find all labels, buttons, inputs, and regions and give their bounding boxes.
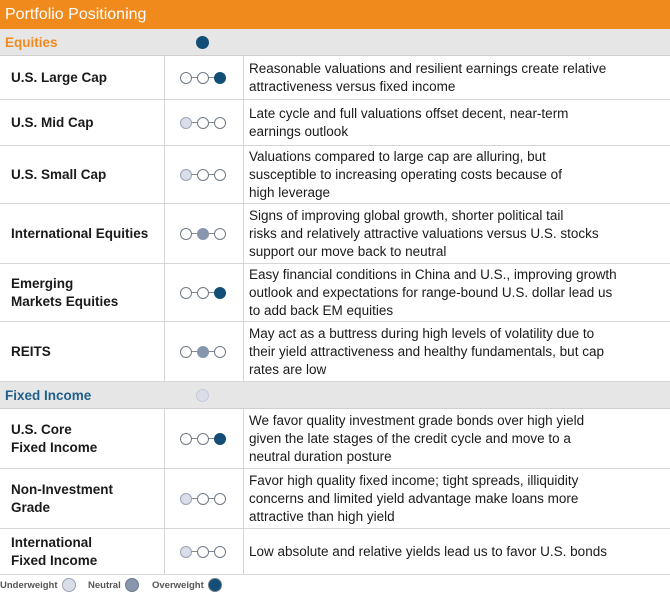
- rating-selected-circle: [180, 117, 192, 129]
- rationale-line: neutral duration posture: [249, 448, 392, 464]
- table-row: [0, 56, 670, 100]
- rating-selected-circle: [180, 493, 192, 505]
- rationale-line: attractive than high yield: [249, 508, 395, 524]
- rating-empty-circle: [197, 72, 209, 84]
- rating-indicator-underweight: [178, 546, 228, 558]
- rating-empty-circle: [214, 228, 226, 240]
- rationale-line: their yield attractiveness and healthy fundamentals, but cap: [249, 343, 604, 359]
- rating-selected-circle: [214, 433, 226, 445]
- column-divider: [164, 529, 165, 574]
- legend: [0, 576, 670, 596]
- legend-item-neutral: [88, 578, 139, 592]
- column-divider: [243, 529, 244, 574]
- rating-empty-circle: [214, 346, 226, 358]
- column-divider: [243, 100, 244, 145]
- asset-class-name-line: Emerging: [11, 275, 74, 291]
- rationale-text: [249, 529, 667, 574]
- table-row: [0, 322, 670, 382]
- rationale-line: attractiveness versus fixed income: [249, 78, 456, 94]
- section-header-equities: [0, 29, 670, 56]
- table-row: [0, 204, 670, 264]
- rationale-line: Low absolute and relative yields lead us to favor U.S. bonds: [249, 543, 607, 559]
- rationale-line: We favor quality investment grade bonds over high yield: [249, 412, 585, 428]
- column-divider: [164, 100, 165, 145]
- rationale-line: outlook and expectations for range-bound U.S. dollar lead us: [249, 284, 613, 300]
- table-row: [0, 146, 670, 204]
- table-row: [0, 409, 670, 469]
- rating-empty-circle: [197, 169, 209, 181]
- asset-class-name-line: International: [11, 534, 93, 550]
- asset-class-name: U.S. Small Cap: [11, 166, 107, 182]
- column-divider: [243, 409, 244, 468]
- rationale-line: Late cycle and full valuations offset decent, near-term: [249, 105, 569, 121]
- asset-class-name-line: Fixed Income: [11, 439, 98, 455]
- rationale-text: [249, 146, 667, 203]
- legend-swatch-circle: [125, 578, 139, 592]
- table-row: [0, 264, 670, 322]
- rating-indicator-underweight: [178, 493, 228, 505]
- legend-label: Overweight: [152, 579, 204, 591]
- rationale-line: rates are low: [249, 361, 327, 377]
- rating-selected-circle: [180, 546, 192, 558]
- rating-empty-circle: [197, 546, 209, 558]
- legend-item-underweight: [0, 578, 76, 592]
- table-row: [0, 469, 670, 529]
- section-header-fixed-income: [0, 382, 670, 409]
- rationale-line: high leverage: [249, 184, 331, 200]
- rating-indicator-neutral: [178, 228, 228, 240]
- rating-indicator-underweight: [178, 117, 228, 129]
- asset-class-name: [11, 409, 161, 468]
- rating-empty-circle: [214, 117, 226, 129]
- page-title: Portfolio Positioning: [0, 0, 670, 30]
- rating-empty-circle: [197, 287, 209, 299]
- legend-item-overweight: [152, 578, 222, 592]
- rating-indicator-underweight: [178, 169, 228, 181]
- column-divider: [243, 322, 244, 381]
- rating-indicator-overweight: [178, 287, 228, 299]
- rating-empty-circle: [180, 72, 192, 84]
- column-divider: [243, 264, 244, 321]
- column-divider: [243, 204, 244, 263]
- asset-class-name: [11, 469, 161, 528]
- section-label: Fixed Income: [5, 388, 92, 403]
- rationale-line: Reasonable valuations and resilient earnings create relative: [249, 60, 607, 76]
- rationale-line: Favor high quality fixed income; tight spreads, illiquidity: [249, 472, 579, 488]
- section-indicator-dot: [196, 36, 209, 49]
- legend-swatch-circle: [208, 578, 222, 592]
- section-indicator-dot: [196, 389, 209, 402]
- rationale-line: to add back EM equities: [249, 302, 394, 318]
- asset-class-name: [11, 264, 161, 321]
- legend-swatch-circle: [62, 578, 76, 592]
- asset-class-name: U.S. Large Cap: [11, 69, 108, 85]
- asset-class-name-line: U.S. Core: [11, 421, 72, 437]
- column-divider: [243, 469, 244, 528]
- rating-empty-circle: [180, 433, 192, 445]
- rationale-text: [249, 100, 667, 145]
- rating-selected-circle: [214, 287, 226, 299]
- column-divider: [164, 322, 165, 381]
- rationale-text: [249, 409, 667, 468]
- column-divider: [164, 146, 165, 203]
- column-divider: [243, 56, 244, 99]
- rating-empty-circle: [214, 546, 226, 558]
- rationale-line: Signs of improving global growth, shorter political tail: [249, 207, 564, 223]
- column-divider: [164, 264, 165, 321]
- rating-empty-circle: [197, 433, 209, 445]
- rating-empty-circle: [180, 287, 192, 299]
- asset-class-name: [11, 529, 161, 574]
- rationale-text: [249, 469, 667, 528]
- rating-indicator-neutral: [178, 346, 228, 358]
- column-divider: [243, 146, 244, 203]
- table-row: [0, 529, 670, 575]
- rationale-line: May act as a buttress during high levels of volatility due to: [249, 325, 595, 341]
- rating-empty-circle: [180, 346, 192, 358]
- asset-class-name-line: Fixed Income: [11, 552, 98, 568]
- rating-selected-circle: [197, 346, 209, 358]
- column-divider: [164, 56, 165, 99]
- rating-indicator-overweight: [178, 72, 228, 84]
- rating-selected-circle: [197, 228, 209, 240]
- asset-class-name-line: Grade: [11, 499, 51, 515]
- rating-empty-circle: [214, 493, 226, 505]
- section-label: Equities: [5, 35, 58, 50]
- rationale-line: given the late stages of the credit cycle and move to a: [249, 430, 571, 446]
- asset-class-name-line: Markets Equities: [11, 293, 119, 309]
- rationale-line: concerns and limited yield advantage make loans more: [249, 490, 579, 506]
- rationale-text: [249, 322, 667, 381]
- rating-empty-circle: [197, 117, 209, 129]
- rating-empty-circle: [214, 169, 226, 181]
- rationale-text: [249, 264, 667, 321]
- asset-class-name: U.S. Mid Cap: [11, 114, 94, 130]
- asset-class-name: REITS: [11, 343, 51, 359]
- rating-empty-circle: [197, 493, 209, 505]
- table-row: [0, 100, 670, 146]
- column-divider: [164, 409, 165, 468]
- rating-selected-circle: [180, 169, 192, 181]
- rating-empty-circle: [180, 228, 192, 240]
- column-divider: [164, 204, 165, 263]
- rationale-line: Valuations compared to large cap are alluring, but: [249, 148, 546, 164]
- rationale-line: earnings outlook: [249, 123, 349, 139]
- legend-label: Underweight: [0, 579, 58, 591]
- asset-class-name: International Equities: [11, 225, 149, 241]
- rating-indicator-overweight: [178, 433, 228, 445]
- rationale-line: risks and relatively attractive valuations versus U.S. stocks: [249, 225, 599, 241]
- rating-selected-circle: [214, 72, 226, 84]
- rationale-text: [249, 204, 667, 263]
- legend-label: Neutral: [88, 579, 121, 591]
- rationale-line: support our move back to neutral: [249, 243, 447, 259]
- rationale-line: Easy financial conditions in China and U.S., improving growth: [249, 266, 617, 282]
- rationale-text: [249, 56, 667, 99]
- column-divider: [164, 469, 165, 528]
- asset-class-name-line: Non-Investment: [11, 481, 114, 497]
- rationale-line: susceptible to increasing operating costs because of: [249, 166, 562, 182]
